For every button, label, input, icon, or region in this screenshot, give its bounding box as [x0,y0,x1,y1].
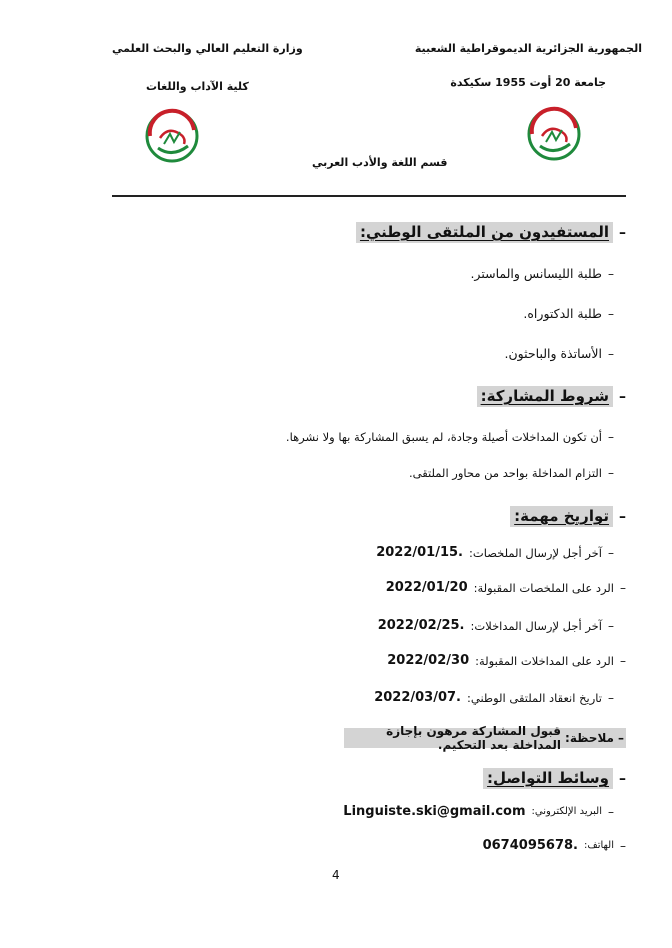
section-conditions: – شروط المشاركة: [477,386,626,407]
date-item: – الرد على الملخصات المقبولة: 2022/01/20 [385,580,626,595]
section-title: تواريخ مهمة: [510,506,613,527]
date-value: 2022/02/30 [387,653,470,668]
contact-phone: – الهاتف: 0674095678. [482,838,626,853]
header-divider [112,195,626,197]
section-contact: – وسائط التواصل: [483,768,626,789]
list-item: – أن تكون المداخلات أصيلة وجادة، لم يسبق المشاركة بها ولا نشرها. [285,430,614,444]
section-title: شروط المشاركة: [477,386,613,407]
section-title: المستفيدون من الملتقى الوطني: [356,222,613,243]
university-logo-left [144,108,200,164]
list-item: – الأساتذة والباحثون. [504,346,614,361]
university-logo-right [526,106,582,162]
note-banner: – ملاحظة: قبول المشاركة مرهون بإجازة المداخلة بعد التحكيم. [344,728,626,748]
date-value: 2022/01/15. [376,545,463,560]
section-dates: – تواريخ مهمة: [510,506,626,527]
page-number: 4 [332,868,340,882]
list-item: – طلبة الدكتوراه. [523,306,614,321]
email-link[interactable]: Linguiste.ski@gmail.com [343,804,526,819]
republic-name: الجمهورية الجزائرية الديموقراطية الشعبية [414,42,642,55]
university-name: جامعة 20 أوت 1955 سكيكدة [450,76,606,89]
list-item: – طلبة الليسانس والماستر. [470,266,614,281]
date-item: – آخر أجل لإرسال المداخلات: 2022/02/25. [377,618,614,633]
department-name: قسم اللغة والأدب العربي [312,156,448,169]
date-item: – آخر أجل لإرسال الملخصات: 2022/01/15. [376,545,614,560]
note-text: قبول المشاركة مرهون بإجازة المداخلة بعد التحكيم. [386,724,562,752]
section-beneficiaries: – المستفيدون من الملتقى الوطني: [356,222,626,243]
faculty-name: كلية الآداب واللغات [146,80,249,93]
date-item: – تاريخ انعقاد الملتقى الوطني: 2022/03/07. [374,690,614,705]
contact-email: – البريد الإلكتروني: Linguiste.ski@gmail.com [343,804,614,819]
date-item: – الرد على المداخلات المقبولة: 2022/02/30 [387,653,626,668]
phone-number: 0674095678. [482,838,578,853]
note-label: ملاحظة: [565,731,614,745]
date-value: 2022/02/25. [377,618,465,633]
section-title: وسائط التواصل: [483,768,613,789]
list-item: – التزام المداخلة بواحد من محاور الملتقى. [408,466,614,480]
ministry-name: وزارة التعليم العالي والبحث العلمي [112,42,303,55]
date-value: 2022/03/07. [374,690,461,705]
date-value: 2022/01/20 [385,580,468,595]
